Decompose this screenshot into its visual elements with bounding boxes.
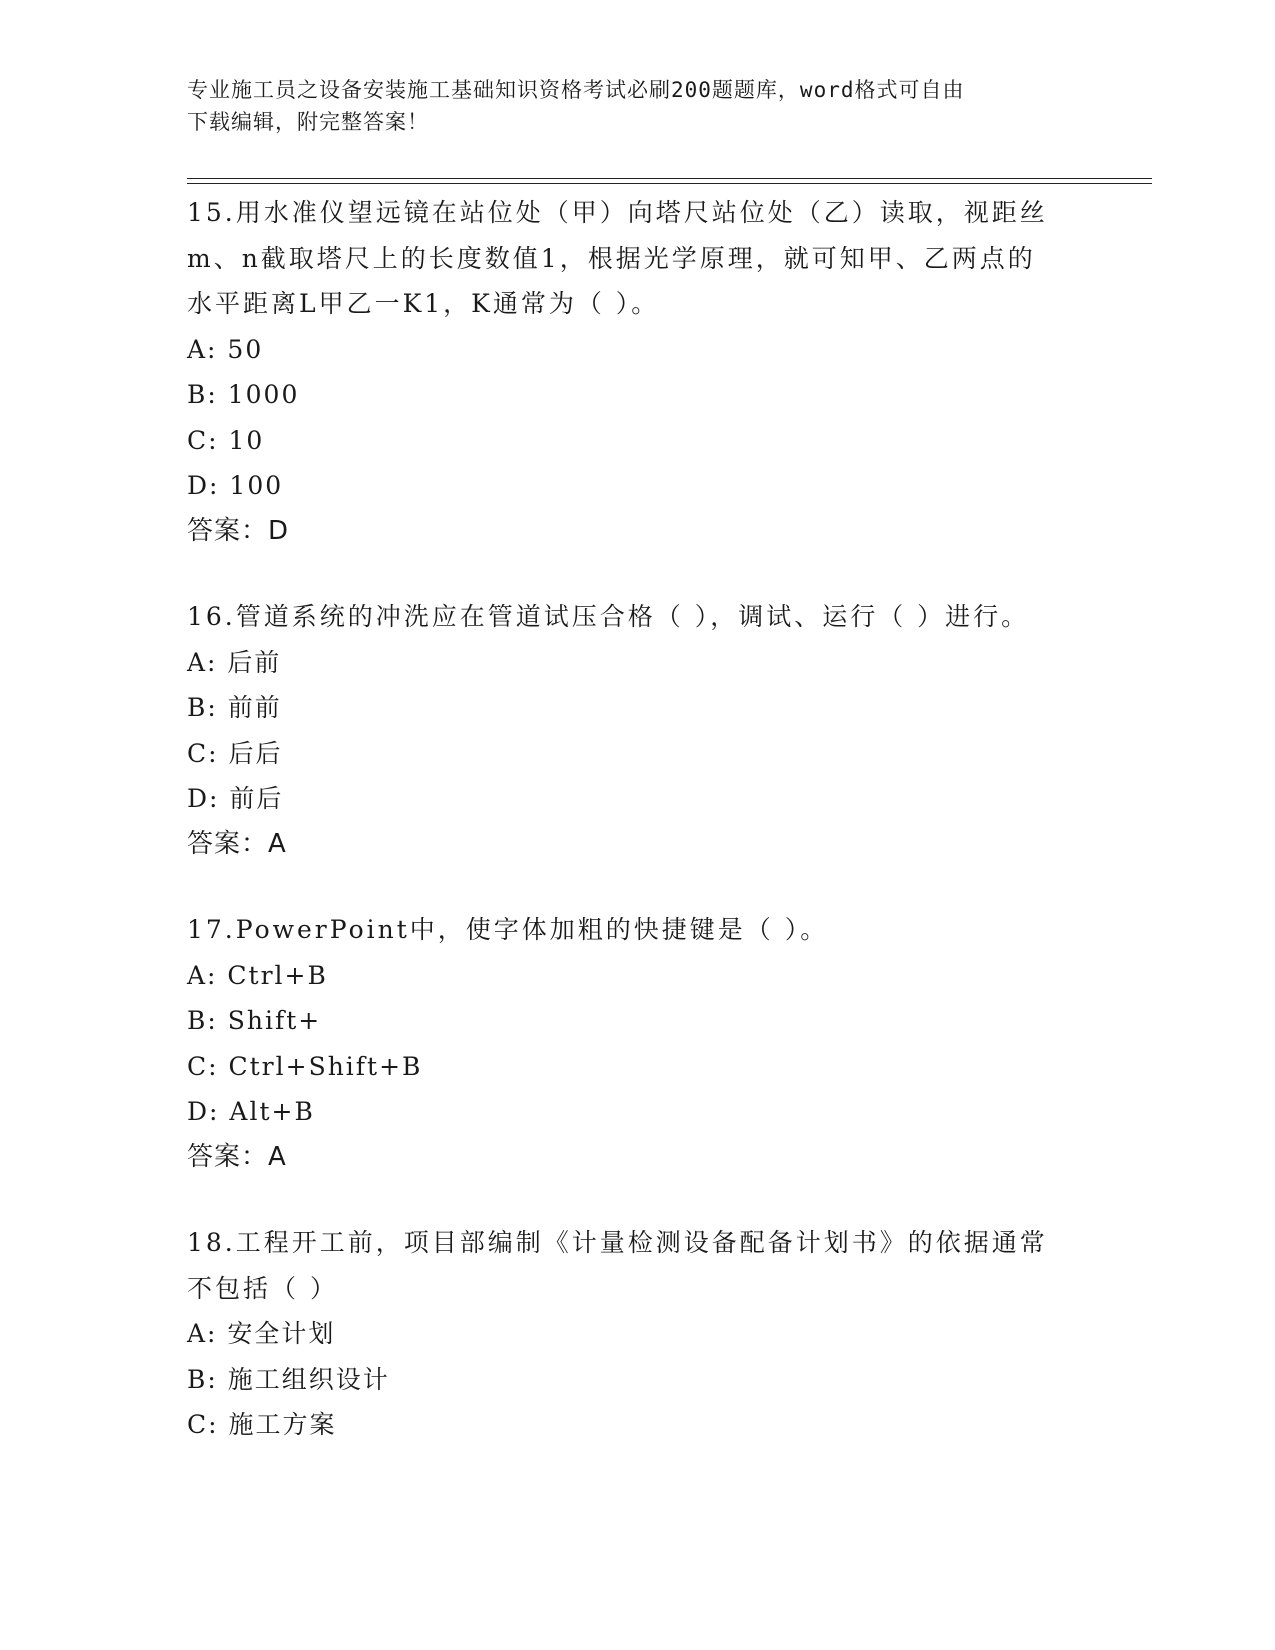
answer-line: 答案：A: [187, 828, 287, 859]
stem-line: 不包括（ ）: [187, 1273, 338, 1303]
option-a: A: 安全计划: [187, 1319, 336, 1348]
question-spacer: [187, 867, 1087, 907]
question-spacer: [187, 1180, 1087, 1220]
header-divider-top: [187, 178, 1152, 179]
answer-line: 答案：D: [187, 515, 290, 546]
header-line-1: 专业施工员之设备安装施工基础知识资格考试必刷200题题库，word格式可自由: [187, 78, 965, 102]
question-stem: [187, 190, 1087, 327]
option-b: B: Shift+: [187, 1006, 322, 1035]
document-header: [187, 74, 1067, 138]
option-d: D: 前后: [187, 784, 284, 813]
option-a: A: 后前: [187, 647, 282, 677]
option-b: B: 1000: [187, 380, 300, 409]
question-16: [187, 594, 1087, 867]
option-d: D: Alt+B: [187, 1097, 315, 1126]
header-line-2: 下载编辑，附完整答案！: [187, 110, 429, 134]
stem-line: 15.用水准仪望远镜在站位处（甲）向塔尺站位处（乙）读取，视距丝: [187, 198, 1048, 227]
header-divider-bottom: [187, 183, 1152, 184]
question-list: [187, 190, 1087, 1448]
stem-line: 17.PowerPoint中，使字体加粗的快捷键是（ ）。: [187, 915, 829, 944]
question-stem: [187, 1220, 1087, 1311]
option-b: B: 前前: [187, 693, 282, 722]
question-15: [187, 190, 1087, 554]
option-d: D: 100: [187, 471, 284, 500]
question-spacer: [187, 554, 1087, 594]
option-c: C: Ctrl+Shift+B: [187, 1051, 423, 1081]
option-c: C: 后后: [187, 738, 283, 768]
question-18: [187, 1220, 1087, 1448]
option-b: B: 施工组织设计: [187, 1364, 390, 1394]
question-17: [187, 907, 1087, 1180]
question-stem: [187, 594, 1087, 640]
question-stem: [187, 907, 1087, 953]
option-a: A: Ctrl+B: [187, 960, 328, 990]
option-c: C: 施工方案: [187, 1410, 337, 1439]
stem-line: 16.管道系统的冲洗应在管道试压合格（ ），调试、运行（ ）进行。: [187, 602, 1030, 631]
stem-line: 水平距离L甲乙一K1，K通常为（ ）。: [187, 289, 660, 318]
option-c: C: 10: [187, 425, 265, 455]
stem-line: m、n截取塔尺上的长度数值1，根据光学原理，就可知甲、乙两点的: [187, 243, 1036, 273]
option-a: A: 50: [187, 334, 264, 364]
stem-line: 18.工程开工前，项目部编制《计量检测设备配备计划书》的依据通常: [187, 1228, 1048, 1257]
answer-line: 答案：A: [187, 1141, 287, 1172]
